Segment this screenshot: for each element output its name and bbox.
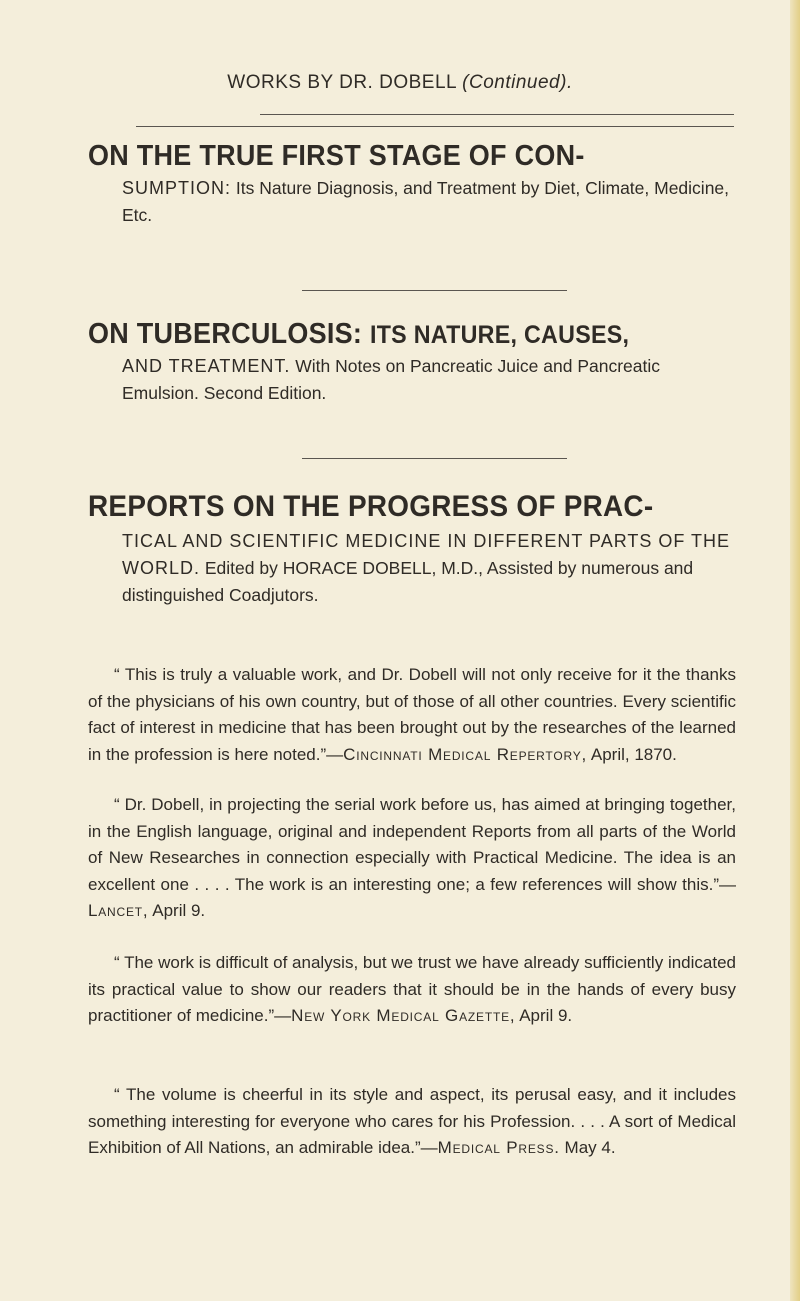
header-rule-bottom [136, 126, 734, 127]
book-description-text: Edited by HORACE DOBELL, M.D., Assisted by numerous and distinguished Coadjutors. [122, 558, 694, 605]
review-date: April 9. [152, 901, 206, 920]
book-title-continued: AND TREATMENT. [122, 356, 291, 376]
book-description [88, 528, 736, 609]
header-continued: (Continued). [462, 72, 573, 93]
review-quote [88, 1082, 736, 1162]
book-title: REPORTS ON THE PROGRESS OF PRAC- [88, 490, 654, 523]
book-entry [88, 490, 736, 609]
book-title-lead: ON TUBERCULOSIS: [88, 318, 363, 350]
review-source: Lancet, [88, 901, 149, 920]
review-text: “ Dr. Dobell, in projecting the serial work before us, has aimed at bringing together, in the English language, original and independent Reports from all parts of the World of New Researches in connection especially with Practical Medicine. The idea is an excellent one . . . . The work is an interesting one; a few references will show this.”— [88, 795, 736, 894]
header-title: WORKS BY DR. DOBELL [227, 72, 457, 93]
review-text: “ The work is difficult of analysis, but we trust we have already sufficiently indicated its practical value to show our readers that it should be in the hands of every busy practitioner of medicine.”— [88, 953, 736, 1025]
book-title: ON THE TRUE FIRST STAGE OF CON- [88, 140, 585, 172]
review-date: April 9. [519, 1006, 573, 1025]
page-edge [790, 0, 800, 1301]
review-text: “ This is truly a valuable work, and Dr. Dobell will not only receive for it the thanks of the physicians of his own country, but of those of all other countries. Every scientific fact of interest in medicine that has been brought out by the researches of the learned in the profession is here noted.”— [88, 665, 736, 764]
review-text: “ The volume is cheerful in its style and aspect, its perusal easy, and it includes something interesting for everyone who cares for his Profession. . . . A sort of Medical Exhibition of All Nations, an admirable idea.”— [88, 1085, 736, 1157]
page-header [0, 72, 800, 94]
section-divider [302, 458, 567, 459]
review-date: May 4. [564, 1138, 616, 1157]
book-description-text: Its Nature Diagnosis, and Treatment by Diet, Climate, Medicine, Etc. [122, 178, 730, 225]
book-title [88, 318, 691, 351]
book-entry [88, 318, 736, 407]
book-description [88, 175, 736, 229]
section-divider [302, 290, 567, 291]
book-description [88, 353, 736, 407]
book-title-rest: ITS NATURE, CAUSES, [369, 321, 630, 349]
book-title-continued: TICAL AND SCIENTIFIC MEDICINE IN DIFFERENT PARTS OF THE WORLD. [122, 531, 731, 578]
review-source: Cincinnati Medical Repertory, [343, 744, 588, 764]
review-source: New York Medical Gazette, [291, 1006, 516, 1025]
review-date: April, 1870. [590, 744, 677, 764]
book-description-text: With Notes on Pancreatic Juice and Pancreatic Emulsion. Second Edition. [122, 356, 660, 403]
book-entry [88, 140, 736, 229]
header-rule-top [260, 114, 734, 115]
book-title-continued: SUMPTION: [122, 178, 232, 198]
review-quote [88, 950, 736, 1030]
review-source: Medical Press. [437, 1138, 560, 1157]
review-quote [88, 792, 736, 925]
review-quote [88, 662, 736, 768]
